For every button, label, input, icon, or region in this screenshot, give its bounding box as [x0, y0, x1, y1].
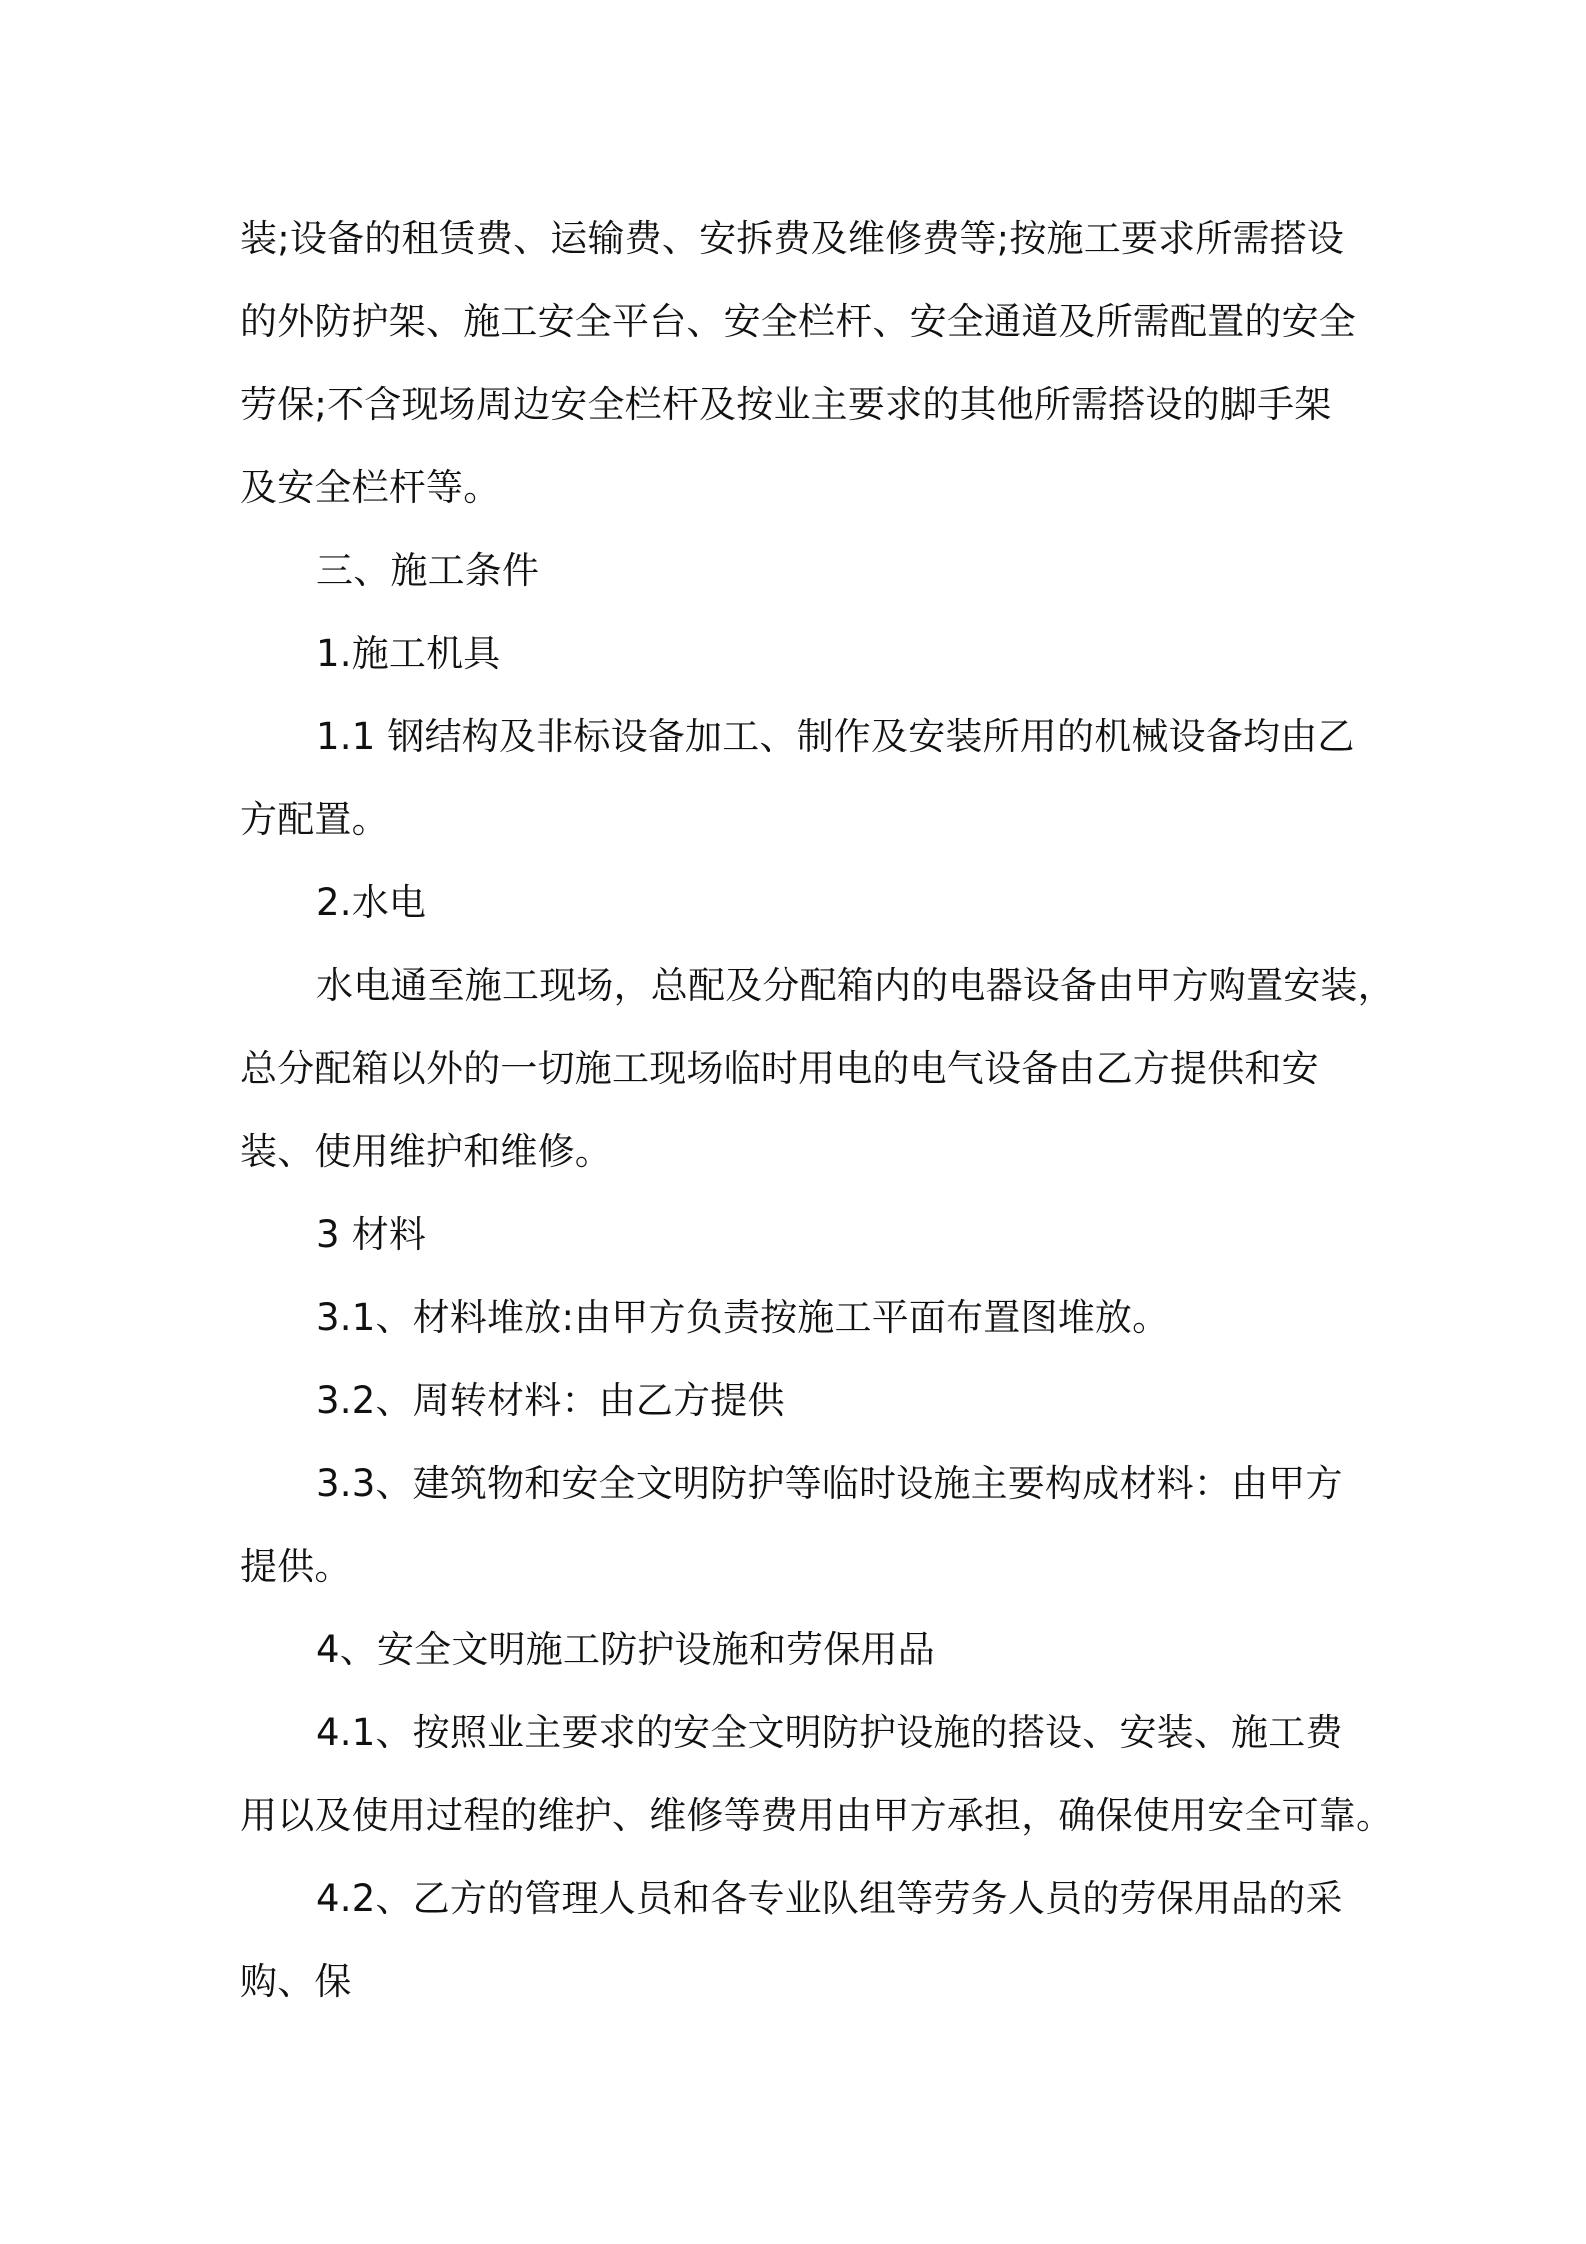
paragraph-3-1: 3.1、材料堆放:由甲方负责按施工平面布置图堆放。 — [316, 1296, 1170, 1339]
text-line-2: 的外防护架、施工安全平台、安全栏杆、安全通道及所需配置的安全 — [240, 300, 1356, 343]
document-body — [240, 197, 1395, 2023]
paragraph-1-1-line-2: 方配置。 — [240, 798, 389, 841]
paragraph-4-2-line-2: 购、保 — [240, 1960, 352, 2003]
text-line-4: 及安全栏杆等。 — [240, 466, 501, 509]
text-line-3: 劳保;不含现场周边安全栏杆及按业主要求的其他所需搭设的脚手架 — [240, 383, 1332, 426]
section-heading-construction-conditions: 三、施工条件 — [316, 549, 540, 592]
subheading-materials: 3 材料 — [316, 1213, 427, 1256]
paragraph-water-electricity-line-1: 水电通至施工现场，总配及分配箱内的电器设备由甲方购置安装， — [316, 964, 1395, 1007]
paragraph-4-1-line-2: 用以及使用过程的维护、维修等费用由甲方承担，确保使用安全可靠。 — [240, 1794, 1394, 1837]
paragraph-4-2-line-1: 4.2、乙方的管理人员和各专业队组等劳务人员的劳保用品的采 — [316, 1877, 1343, 1920]
paragraph-water-electricity-line-2: 总分配箱以外的一切施工现场临时用电的电气设备由乙方提供和安 — [240, 1047, 1319, 1090]
paragraph-4-1-line-1: 4.1、按照业主要求的安全文明防护设施的搭设、安装、施工费 — [316, 1711, 1343, 1754]
subheading-water-electricity: 2.水电 — [316, 881, 427, 924]
text-line-1: 装;设备的租赁费、运输费、安拆费及维修费等;按施工要求所需搭设 — [240, 217, 1345, 260]
subheading-construction-machinery: 1.施工机具 — [316, 632, 501, 675]
paragraph-3-2: 3.2、周转材料：由乙方提供 — [316, 1379, 785, 1422]
paragraph-3-3-line-2: 提供。 — [240, 1545, 352, 1588]
paragraph-3-3-line-1: 3.3、建筑物和安全文明防护等临时设施主要构成材料：由甲方 — [316, 1462, 1343, 1505]
subheading-safety-protection: 4、安全文明施工防护设施和劳保用品 — [316, 1628, 935, 1671]
paragraph-1-1-line-1: 1.1 钢结构及非标设备加工、制作及安装所用的机械设备均由乙 — [316, 715, 1355, 758]
paragraph-water-electricity-line-3: 装、使用维护和维修。 — [240, 1130, 612, 1173]
